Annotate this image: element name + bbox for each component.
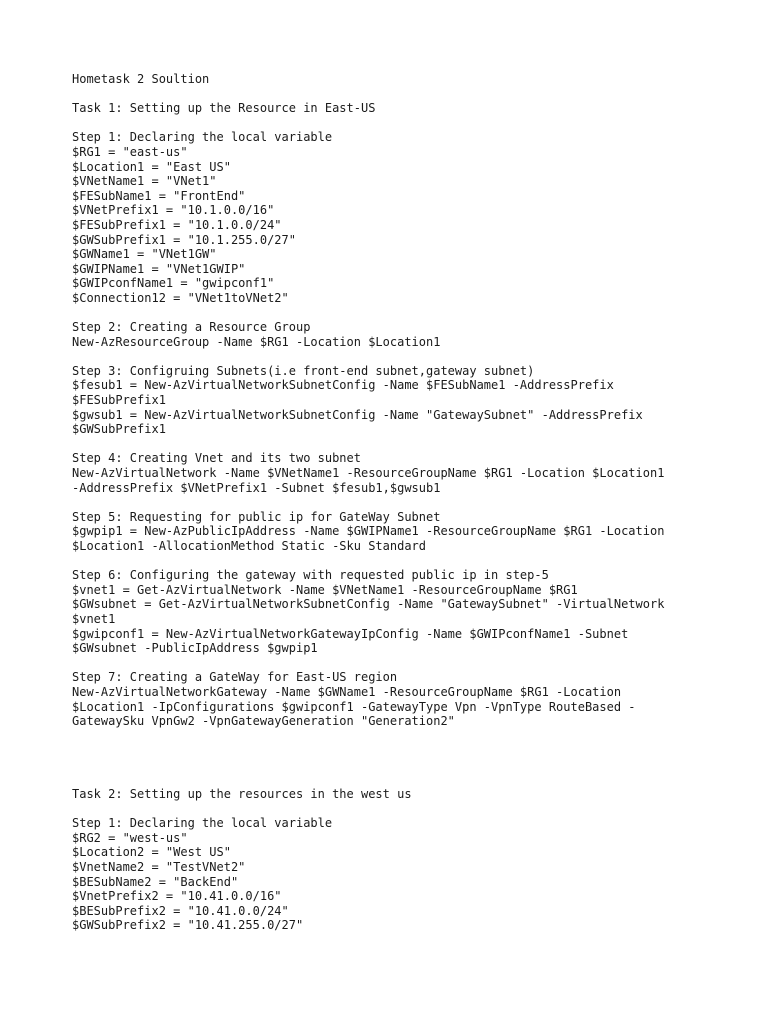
- code-line: $GWsubnet -PublicIpAddress $gwpip1: [72, 641, 318, 656]
- code-line: $RG2 = "west-us": [72, 830, 188, 845]
- code-line: New-AzVirtualNetwork -Name $VNetName1 -ResourceGroupName $RG1 -Location $Location1: [72, 466, 665, 481]
- code-line: GatewaySku VpnGw2 -VpnGatewayGeneration "Generation2": [72, 714, 455, 729]
- code-line: $RG1 = "east-us": [72, 144, 188, 159]
- document-page: [72, 72, 712, 933]
- code-line: $gwipconf1 = New-AzVirtualNetworkGatewayIpConfig -Name $GWIPconfName1 -Subnet: [72, 626, 629, 641]
- code-line: $BESubPrefix2 = "10.41.0.0/24": [72, 903, 289, 918]
- code-line: $GWIPName1 = "VNet1GWIP": [72, 261, 246, 276]
- code-line: $FESubName1 = "FrontEnd": [72, 188, 246, 203]
- step-heading: Step 3: Configruing Subnets(i.e front-end subnet,gateway subnet): [72, 363, 535, 378]
- code-line: $GWSubPrefix2 = "10.41.255.0/27": [72, 918, 304, 933]
- code-line: $vnet1: [72, 611, 116, 626]
- step-heading: Step 1: Declaring the local variable: [72, 816, 333, 831]
- code-line: $Location1 = "East US": [72, 159, 231, 174]
- task1-step5: [72, 510, 712, 554]
- task1-step4: [72, 451, 712, 495]
- code-line: $VnetPrefix2 = "10.41.0.0/16": [72, 889, 282, 904]
- code-line: $Location2 = "West US": [72, 845, 231, 860]
- code-line: $gwpip1 = New-AzPublicIpAddress -Name $GWIPName1 -ResourceGroupName $RG1 -Location: [72, 524, 665, 539]
- code-line: $Location1 -IpConfigurations $gwipconf1 -GatewayType Vpn -VpnType RouteBased -: [72, 699, 636, 714]
- code-line: $FESubPrefix1: [72, 393, 166, 408]
- code-line: -AddressPrefix $VNetPrefix1 -Subnet $fesub1,$gwsub1: [72, 480, 441, 495]
- code-line: New-AzResourceGroup -Name $RG1 -Location $Location1: [72, 334, 441, 349]
- task1-step7: [72, 670, 712, 728]
- code-line: $GWSubPrefix1 = "10.1.255.0/27": [72, 232, 296, 247]
- code-line: $VnetName2 = "TestVNet2": [72, 860, 246, 875]
- code-line: $Connection12 = "VNet1toVNet2": [72, 290, 289, 305]
- code-line: $gwsub1 = New-AzVirtualNetworkSubnetConfig -Name "GatewaySubnet" -AddressPrefix: [72, 407, 643, 422]
- step-heading: Step 5: Requesting for public ip for GateWay Subnet: [72, 509, 441, 524]
- code-line: $FESubPrefix1 = "10.1.0.0/24": [72, 217, 282, 232]
- task2-heading: Task 2: Setting up the resources in the west us: [72, 787, 412, 802]
- step-heading: Step 6: Configuring the gateway with requested public ip in step-5: [72, 568, 549, 583]
- code-line: $vnet1 = Get-AzVirtualNetwork -Name $VNetName1 -ResourceGroupName $RG1: [72, 582, 578, 597]
- step-heading: Step 1: Declaring the local variable: [72, 130, 333, 145]
- code-line: New-AzVirtualNetworkGateway -Name $GWName1 -ResourceGroupName $RG1 -Location: [72, 684, 622, 699]
- code-line: $BESubName2 = "BackEnd": [72, 874, 239, 889]
- code-line: $fesub1 = New-AzVirtualNetworkSubnetConfig -Name $FESubName1 -AddressPrefix: [72, 378, 614, 393]
- code-line: $VNetName1 = "VNet1": [72, 174, 217, 189]
- task1-step2: [72, 320, 712, 349]
- step-heading: Step 7: Creating a GateWay for East-US region: [72, 670, 398, 685]
- code-line: $VNetPrefix1 = "10.1.0.0/16": [72, 203, 275, 218]
- task1-step3: [72, 364, 712, 437]
- step-heading: Step 2: Creating a Resource Group: [72, 320, 311, 335]
- task1-heading: Task 1: Setting up the Resource in East-US: [72, 101, 376, 116]
- code-line: $Location1 -AllocationMethod Static -Sku Standard: [72, 539, 427, 553]
- task1-step1: [72, 130, 712, 305]
- code-line: $GWsubnet = Get-AzVirtualNetworkSubnetConfig -Name "GatewaySubnet" -VirtualNetwork: [72, 597, 665, 612]
- step-heading: Step 4: Creating Vnet and its two subnet: [72, 451, 361, 466]
- document-title: Hometask 2 Soultion: [72, 72, 210, 86]
- code-line: $GWName1 = "VNet1GW": [72, 247, 217, 262]
- code-line: $GWIPconfName1 = "gwipconf1": [72, 276, 275, 291]
- task1-step6: [72, 568, 712, 656]
- task2-step1: [72, 816, 712, 933]
- code-line: $GWSubPrefix1: [72, 422, 166, 437]
